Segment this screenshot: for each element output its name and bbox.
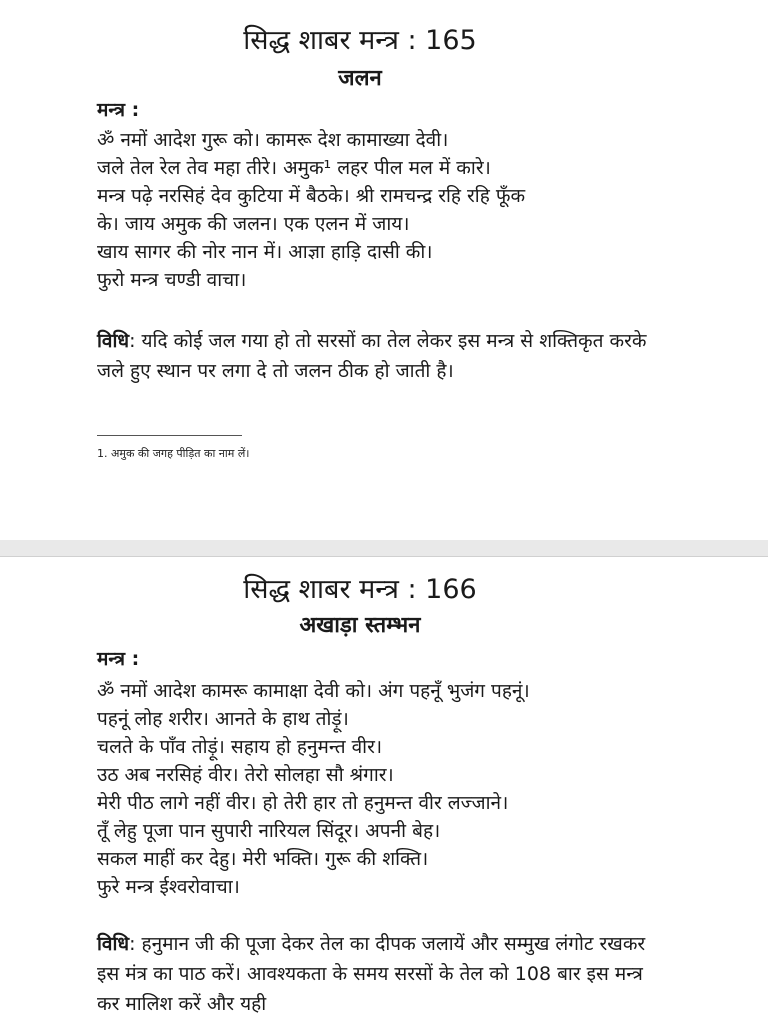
mantra-line: उठ अब नरसिहं वीर। तेरो सोलहा सौ श्रंगार। (97, 764, 394, 786)
mantra-line: ॐ नमों आदेश गुरू को। कामरू देश कामाख्या देवी। (97, 129, 449, 151)
page-title: सिद्ध शाबर मन्त्र : 165 (243, 25, 477, 56)
mantra-line: मन्त्र पढ़े नरसिहं देव कुटिया में बैठके। श्री रामचन्द्र रहि रहि फूँक (97, 185, 526, 207)
vidhi-label: विधि (97, 330, 130, 352)
vidhi-paragraph (97, 929, 667, 1019)
footnote-divider (97, 435, 242, 436)
mantra-line: फुरो मन्त्र चण्डी वाचा। (97, 269, 247, 291)
page-subtitle: अखाड़ा स्तम्भन (299, 613, 421, 638)
footnote: 1. अमुक की जगह पीड़ित का नाम लें। (97, 447, 250, 460)
page-title: सिद्ध शाबर मन्त्र : 166 (243, 574, 477, 605)
vidhi-text: : यदि कोई जल गया हो तो सरसों का तेल लेकर इस मन्त्र से शक्तिकृत करके जले हुए स्थान पर लगा दे तो जलन ठीक हो जाती है। (97, 330, 647, 382)
mantra-line: पहनूं लोह शरीर। आनते के हाथ तोड़ूं। (97, 708, 349, 730)
document-page-2 (0, 556, 768, 1024)
mantra-line: जले तेल रेल तेव महा तीरे। अमुक¹ लहर पील मल में कारे। (97, 157, 491, 179)
mantra-line: चलते के पाँव तोड़ूं। सहाय हो हनुमन्त वीर। (97, 736, 383, 758)
mantra-line: तूँ लेहु पूजा पान सुपारी नारियल सिंदूर। अपनी बेह। (97, 820, 441, 842)
mantra-label: मन्त्र : (97, 99, 140, 121)
mantra-line: के। जाय अमुक की जलन। एक एलन में जाय। (97, 213, 410, 235)
mantra-line: सकल माहीं कर देहु। मेरी भक्ति। गुरू की शक्ति। (97, 848, 429, 870)
mantra-text (97, 677, 530, 901)
mantra-label: मन्त्र : (97, 648, 140, 670)
mantra-line: ॐ नमों आदेश कामरू कामाक्षा देवी को। अंग पहनूँ भुजंग पहनूं। (97, 680, 530, 702)
vidhi-paragraph (97, 326, 667, 386)
vidhi-text: : हनुमान जी की पूजा देकर तेल का दीपक जलायें और सम्मुख लंगोट रखकर इस मंत्र का पाठ करें। आवश्यकता के समय सरसों के तेल को 108 बार इस मन्त्र कर मालिश करें और यही (97, 933, 646, 1015)
vidhi-label: विधि (97, 933, 130, 955)
mantra-line: मेरी पीठ लागे नहीं वीर। हो तेरी हार तो हनुमन्त वीर लज्जाने। (97, 792, 509, 814)
mantra-text (97, 126, 525, 294)
mantra-line: फुरे मन्त्र ईश्वरोवाचा। (97, 876, 240, 898)
page-subtitle: जलन (338, 66, 382, 91)
mantra-line: खाय सागर की नोर नान में। आज्ञा हाड़ि दासी की। (97, 241, 433, 263)
